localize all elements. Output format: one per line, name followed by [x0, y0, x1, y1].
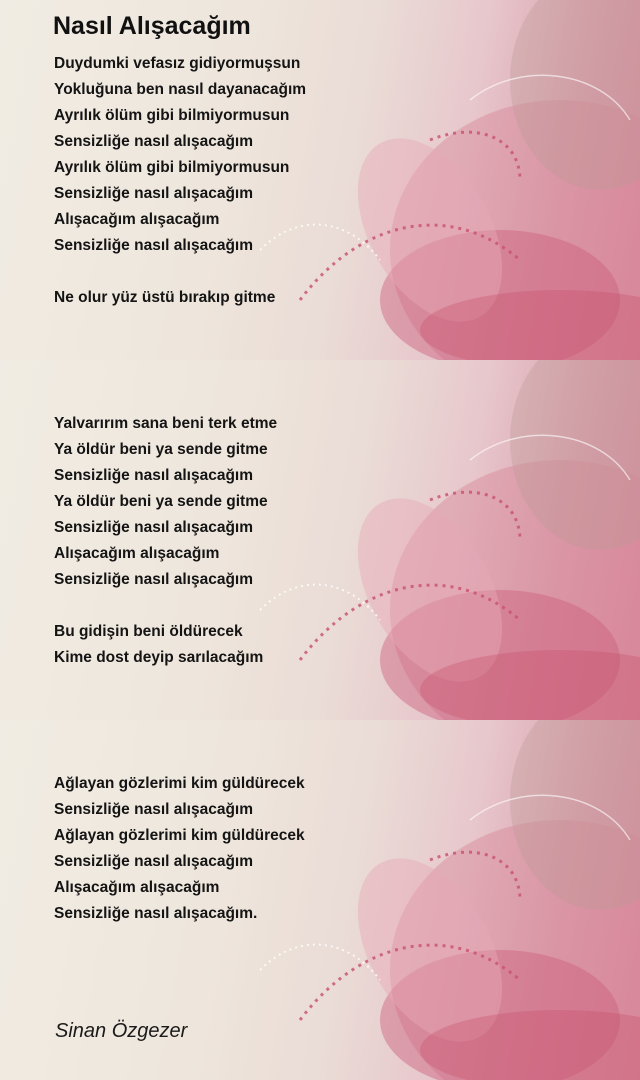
stanza-2: [54, 411, 277, 671]
stanza-1: [54, 51, 306, 311]
poem-line: Sensizliğe nasıl alışacağım: [54, 185, 254, 202]
poem-line: Sensizliğe nasıl alışacağım: [54, 467, 254, 484]
poem-line: Alışacağım alışacağım: [54, 211, 220, 228]
poem-author: Sinan Özgezer: [55, 1020, 188, 1042]
poem-line: Sensizliğe nasıl alışacağım.: [54, 905, 258, 922]
poem-line: Ağlayan gözlerimi kim güldürecek: [54, 775, 305, 792]
stanza-gap: [54, 259, 306, 285]
poem-title: Nasıl Alışacağım: [53, 12, 251, 40]
poem-line: Yalvarırım sana beni terk etme: [54, 415, 278, 432]
poem-line: Duydumki vefasız gidiyormuşsun: [54, 55, 301, 72]
poem-line: Sensizliğe nasıl alışacağım: [54, 519, 254, 536]
stanza-gap: [54, 593, 277, 619]
poem-line: Sensizliğe nasıl alışacağım: [54, 237, 254, 254]
poem-line: Sensizliğe nasıl alışacağım: [54, 571, 254, 588]
stanza-3: [54, 771, 305, 927]
poem-line: Ayrılık ölüm gibi bilmiyormusun: [54, 159, 290, 176]
poem-line: Sensizliğe nasıl alışacağım: [54, 133, 254, 150]
poem-line: Ağlayan gözlerimi kim güldürecek: [54, 827, 305, 844]
poem-line: Yokluğuna ben nasıl dayanacağım: [54, 81, 307, 98]
poem-line: Ya öldür beni ya sende gitme: [54, 493, 268, 510]
poem-line: Ya öldür beni ya sende gitme: [54, 441, 268, 458]
poem-line: Alışacağım alışacağım: [54, 545, 220, 562]
poem-line: Ne olur yüz üstü bırakıp gitme: [54, 289, 276, 306]
poem-line: Bu gidişin beni öldürecek: [54, 623, 243, 640]
poem-line: Alışacağım alışacağım: [54, 879, 220, 896]
poem-line: Ayrılık ölüm gibi bilmiyormusun: [54, 107, 290, 124]
poem-panel-2: [0, 360, 640, 720]
poem-panel-1: [0, 0, 640, 360]
poem-line: Sensizliğe nasıl alışacağım: [54, 801, 254, 818]
poem-line: Kime dost deyip sarılacağım: [54, 649, 264, 666]
poem-line: Sensizliğe nasıl alışacağım: [54, 853, 254, 870]
